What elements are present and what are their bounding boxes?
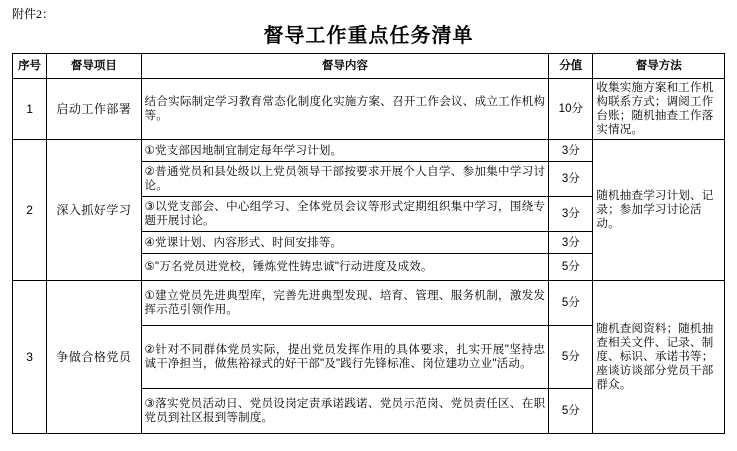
row-content: ①党支部因地制宜制定每年学习计划。 <box>141 140 549 162</box>
row-content: ④党课计划、内容形式、时间安排等。 <box>141 232 549 254</box>
row-item: 争做合格党员 <box>47 281 141 434</box>
page-title: 督导工作重点任务清单 <box>263 25 474 47</box>
row-content: ①建立党员先进典型库，完善先进典型发现、培育、管理、服务机制，激发发挥示范引领作用。 <box>141 281 549 326</box>
row-content: 结合实际制定学习教育常态化制度化实施方案、召开工作会议、成立工作机构等。 <box>141 79 549 140</box>
column-header-num: 序号 <box>13 54 47 79</box>
row-score: 5分 <box>549 326 593 389</box>
table-row <box>13 281 725 326</box>
table-row <box>13 140 725 162</box>
row-number: 1 <box>13 79 47 140</box>
row-score: 5分 <box>549 254 593 281</box>
table-header-row <box>13 54 725 79</box>
row-item: 深入抓好学习 <box>47 140 141 281</box>
row-method: 收集实施方案和工作机构联系方式；调阅工作台账；随机抽查工作落实情况。 <box>593 79 725 140</box>
task-checklist-table <box>12 53 725 434</box>
column-header-content: 督导内容 <box>141 54 549 79</box>
row-method: 随机抽查学习计划、记录；参加学习讨论活动。 <box>593 140 725 281</box>
row-score: 5分 <box>549 281 593 326</box>
row-score: 5分 <box>549 389 593 434</box>
row-number: 2 <box>13 140 47 281</box>
row-method: 随机查阅资料；随机抽查相关文件、记录、制度、标识、承诺书等；座谈访谈部分党员干部群众。 <box>593 281 725 434</box>
row-content: ②针对不同群体党员实际，提出党员发挥作用的具体要求，扎实开展"坚持忠诚干净担当，做焦裕禄式的好干部"及"践行先锋标准、岗位建功立业"活动。 <box>141 326 549 389</box>
column-header-method: 督导方法 <box>593 54 725 79</box>
row-score: 10分 <box>549 79 593 140</box>
row-content: ③落实党员活动日、党员设岗定责承诺践诺、党员示范岗、党员责任区、在职党员到社区报到等制度。 <box>141 389 549 434</box>
row-item: 启动工作部署 <box>47 79 141 140</box>
column-header-score: 分值 <box>549 54 593 79</box>
table-row <box>13 79 725 140</box>
row-number: 3 <box>13 281 47 434</box>
row-content: ⑤"万名党员进党校，锤炼党性铸忠诚"行动进度及成效。 <box>141 254 549 281</box>
attachment-label: 附件2： <box>12 7 55 21</box>
column-header-item: 督导项目 <box>47 54 141 79</box>
row-score: 3分 <box>549 197 593 232</box>
row-score: 3分 <box>549 162 593 197</box>
row-content: ③以党支部会、中心组学习、全体党员会议等形式定期组织集中学习，围绕专题开展讨论。 <box>141 197 549 232</box>
row-content: ②普通党员和县处级以上党员领导干部按要求开展个人自学、参加集中学习讨论。 <box>141 162 549 197</box>
row-score: 3分 <box>549 232 593 254</box>
row-score: 3分 <box>549 140 593 162</box>
